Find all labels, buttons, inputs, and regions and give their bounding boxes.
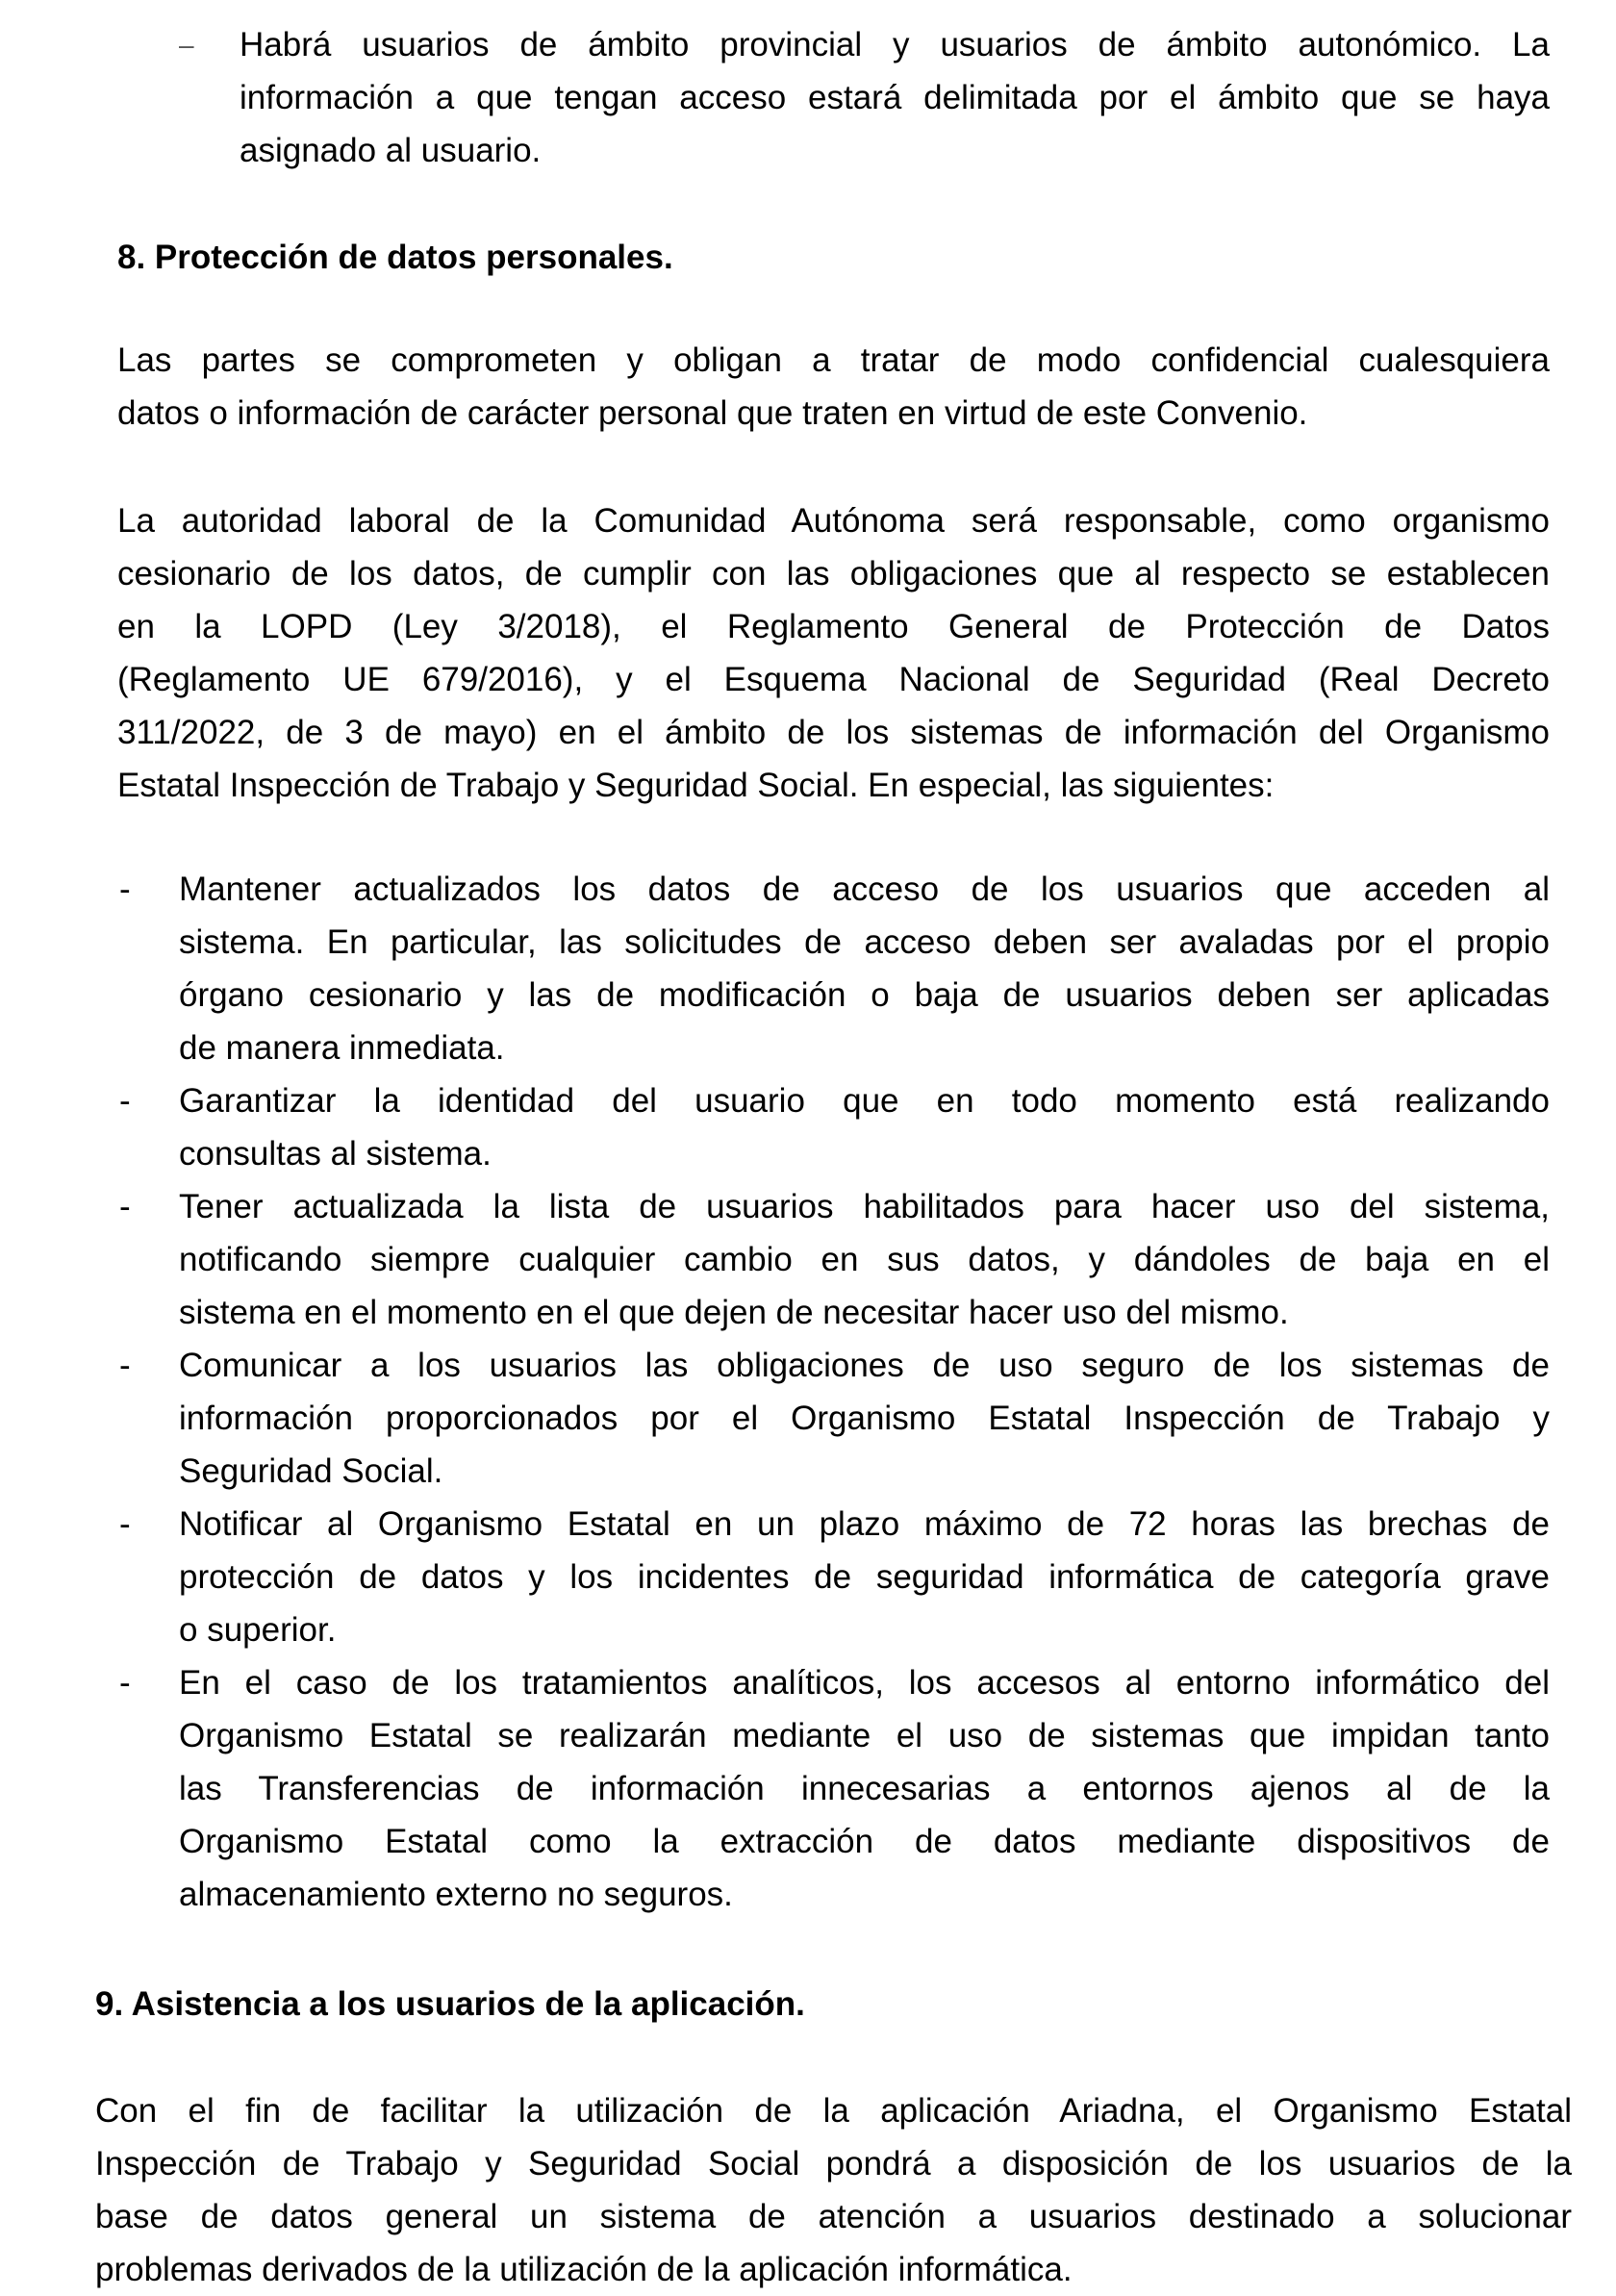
text-line: (Reglamento UE 679/2016), y el Esquema Nacional de Seguridad (Real Decreto [117, 661, 1550, 698]
section-9-paragraph [95, 2084, 1572, 2296]
list-marker: - [119, 1347, 131, 1384]
text-line: Con el fin de facilitar la utilización de la aplicación Ariadna, el Organismo Estatal [95, 2092, 1572, 2130]
text-line: Comunicar a los usuarios las obligaciones de uso seguro de los sistemas de [179, 1347, 1550, 1384]
text-line: Las partes se comprometen y obligan a tratar de modo confidencial cualesquiera [117, 341, 1550, 379]
text-line: En el caso de los tratamientos analíticos, los accesos al entorno informático del [179, 1664, 1550, 1702]
list-item [119, 1074, 1550, 1180]
text-line: protección de datos y los incidentes de seguridad informática de categoría grave [179, 1558, 1550, 1596]
intro-bullet [179, 18, 1550, 177]
text-line: Garantizar la identidad del usuario que en todo momento está realizando [179, 1082, 1550, 1120]
text-line: información a que tengan acceso estará delimitada por el ámbito que se haya [240, 79, 1550, 116]
bullet-marker: – [179, 30, 194, 60]
section-8-paragraph-2 [117, 494, 1550, 812]
section-8-heading: 8. Protección de datos personales. [117, 239, 673, 276]
text-line: sistema en el momento en el que dejen de necesitar hacer uso del mismo. [179, 1294, 1289, 1331]
text-line: notificando siempre cualquier cambio en sus datos, y dándoles de baja en el [179, 1241, 1550, 1278]
list-item [119, 1498, 1550, 1656]
text-line: cesionario de los datos, de cumplir con las obligaciones que al respecto se establecen [117, 555, 1550, 593]
text-line: 311/2022, de 3 de mayo) en el ámbito de los sistemas de información del Organismo [117, 714, 1550, 751]
text-line: Tener actualizada la lista de usuarios habilitados para hacer uso del sistema, [179, 1188, 1550, 1225]
text-line: Organismo Estatal se realizarán mediante el uso de sistemas que impidan tanto [179, 1717, 1550, 1754]
section-8-paragraph-1 [117, 334, 1550, 440]
text-line: datos o información de carácter personal que traten en virtud de este Convenio. [117, 394, 1308, 432]
list-item [119, 863, 1550, 1074]
text-line: de manera inmediata. [179, 1029, 505, 1067]
text-line: La autoridad laboral de la Comunidad Autónoma será responsable, como organismo [117, 502, 1550, 540]
list-item-text [179, 1074, 1550, 1180]
text-line: información proporcionados por el Organismo Estatal Inspección de Trabajo y [179, 1400, 1550, 1437]
section-9-heading: 9. Asistencia a los usuarios de la aplicación. [95, 1985, 805, 2023]
list-item [119, 1656, 1550, 1921]
text-line: Seguridad Social. [179, 1452, 443, 1490]
text-line: Inspección de Trabajo y Seguridad Social pondrá a disposición de los usuarios de la [95, 2145, 1572, 2182]
text-line: Estatal Inspección de Trabajo y Seguridad Social. En especial, las siguientes: [117, 767, 1275, 804]
text-line: en la LOPD (Ley 3/2018), el Reglamento General de Protección de Datos [117, 608, 1550, 645]
text-line: almacenamiento externo no seguros. [179, 1876, 733, 1913]
list-item-text [179, 1656, 1550, 1921]
text-line: asignado al usuario. [240, 132, 542, 169]
text-line: o superior. [179, 1611, 337, 1649]
list-item [119, 1339, 1550, 1498]
text-line: las Transferencias de información innecesarias a entornos ajenos al de la [179, 1770, 1550, 1807]
text-line: órgano cesionario y las de modificación o baja de usuarios deben ser aplicadas [179, 976, 1550, 1014]
list-item-text [179, 1498, 1550, 1656]
text-line: base de datos general un sistema de atención a usuarios destinado a solucionar [95, 2198, 1572, 2235]
text-line: problemas derivados de la utilización de la aplicación informática. [95, 2251, 1073, 2288]
bullet-text [240, 18, 1550, 177]
list-marker: - [119, 1505, 131, 1543]
list-item [119, 1180, 1550, 1339]
list-marker: - [119, 1664, 131, 1702]
text-line: Organismo Estatal como la extracción de datos mediante dispositivos de [179, 1823, 1550, 1860]
text-line: Habrá usuarios de ámbito provincial y usuarios de ámbito autonómico. La [240, 26, 1550, 63]
text-line: Notificar al Organismo Estatal en un plazo máximo de 72 horas las brechas de [179, 1505, 1550, 1543]
list-item-text [179, 1339, 1550, 1498]
text-line: Mantener actualizados los datos de acceso de los usuarios que acceden al [179, 870, 1550, 908]
list-marker: - [119, 1082, 131, 1120]
obligations-list [119, 863, 1550, 1921]
list-marker: - [119, 1188, 131, 1225]
list-item-text [179, 1180, 1550, 1339]
list-marker: - [119, 870, 131, 908]
text-line: sistema. En particular, las solicitudes de acceso deben ser avaladas por el propio [179, 923, 1550, 961]
list-item-text [179, 863, 1550, 1074]
text-line: consultas al sistema. [179, 1135, 492, 1173]
